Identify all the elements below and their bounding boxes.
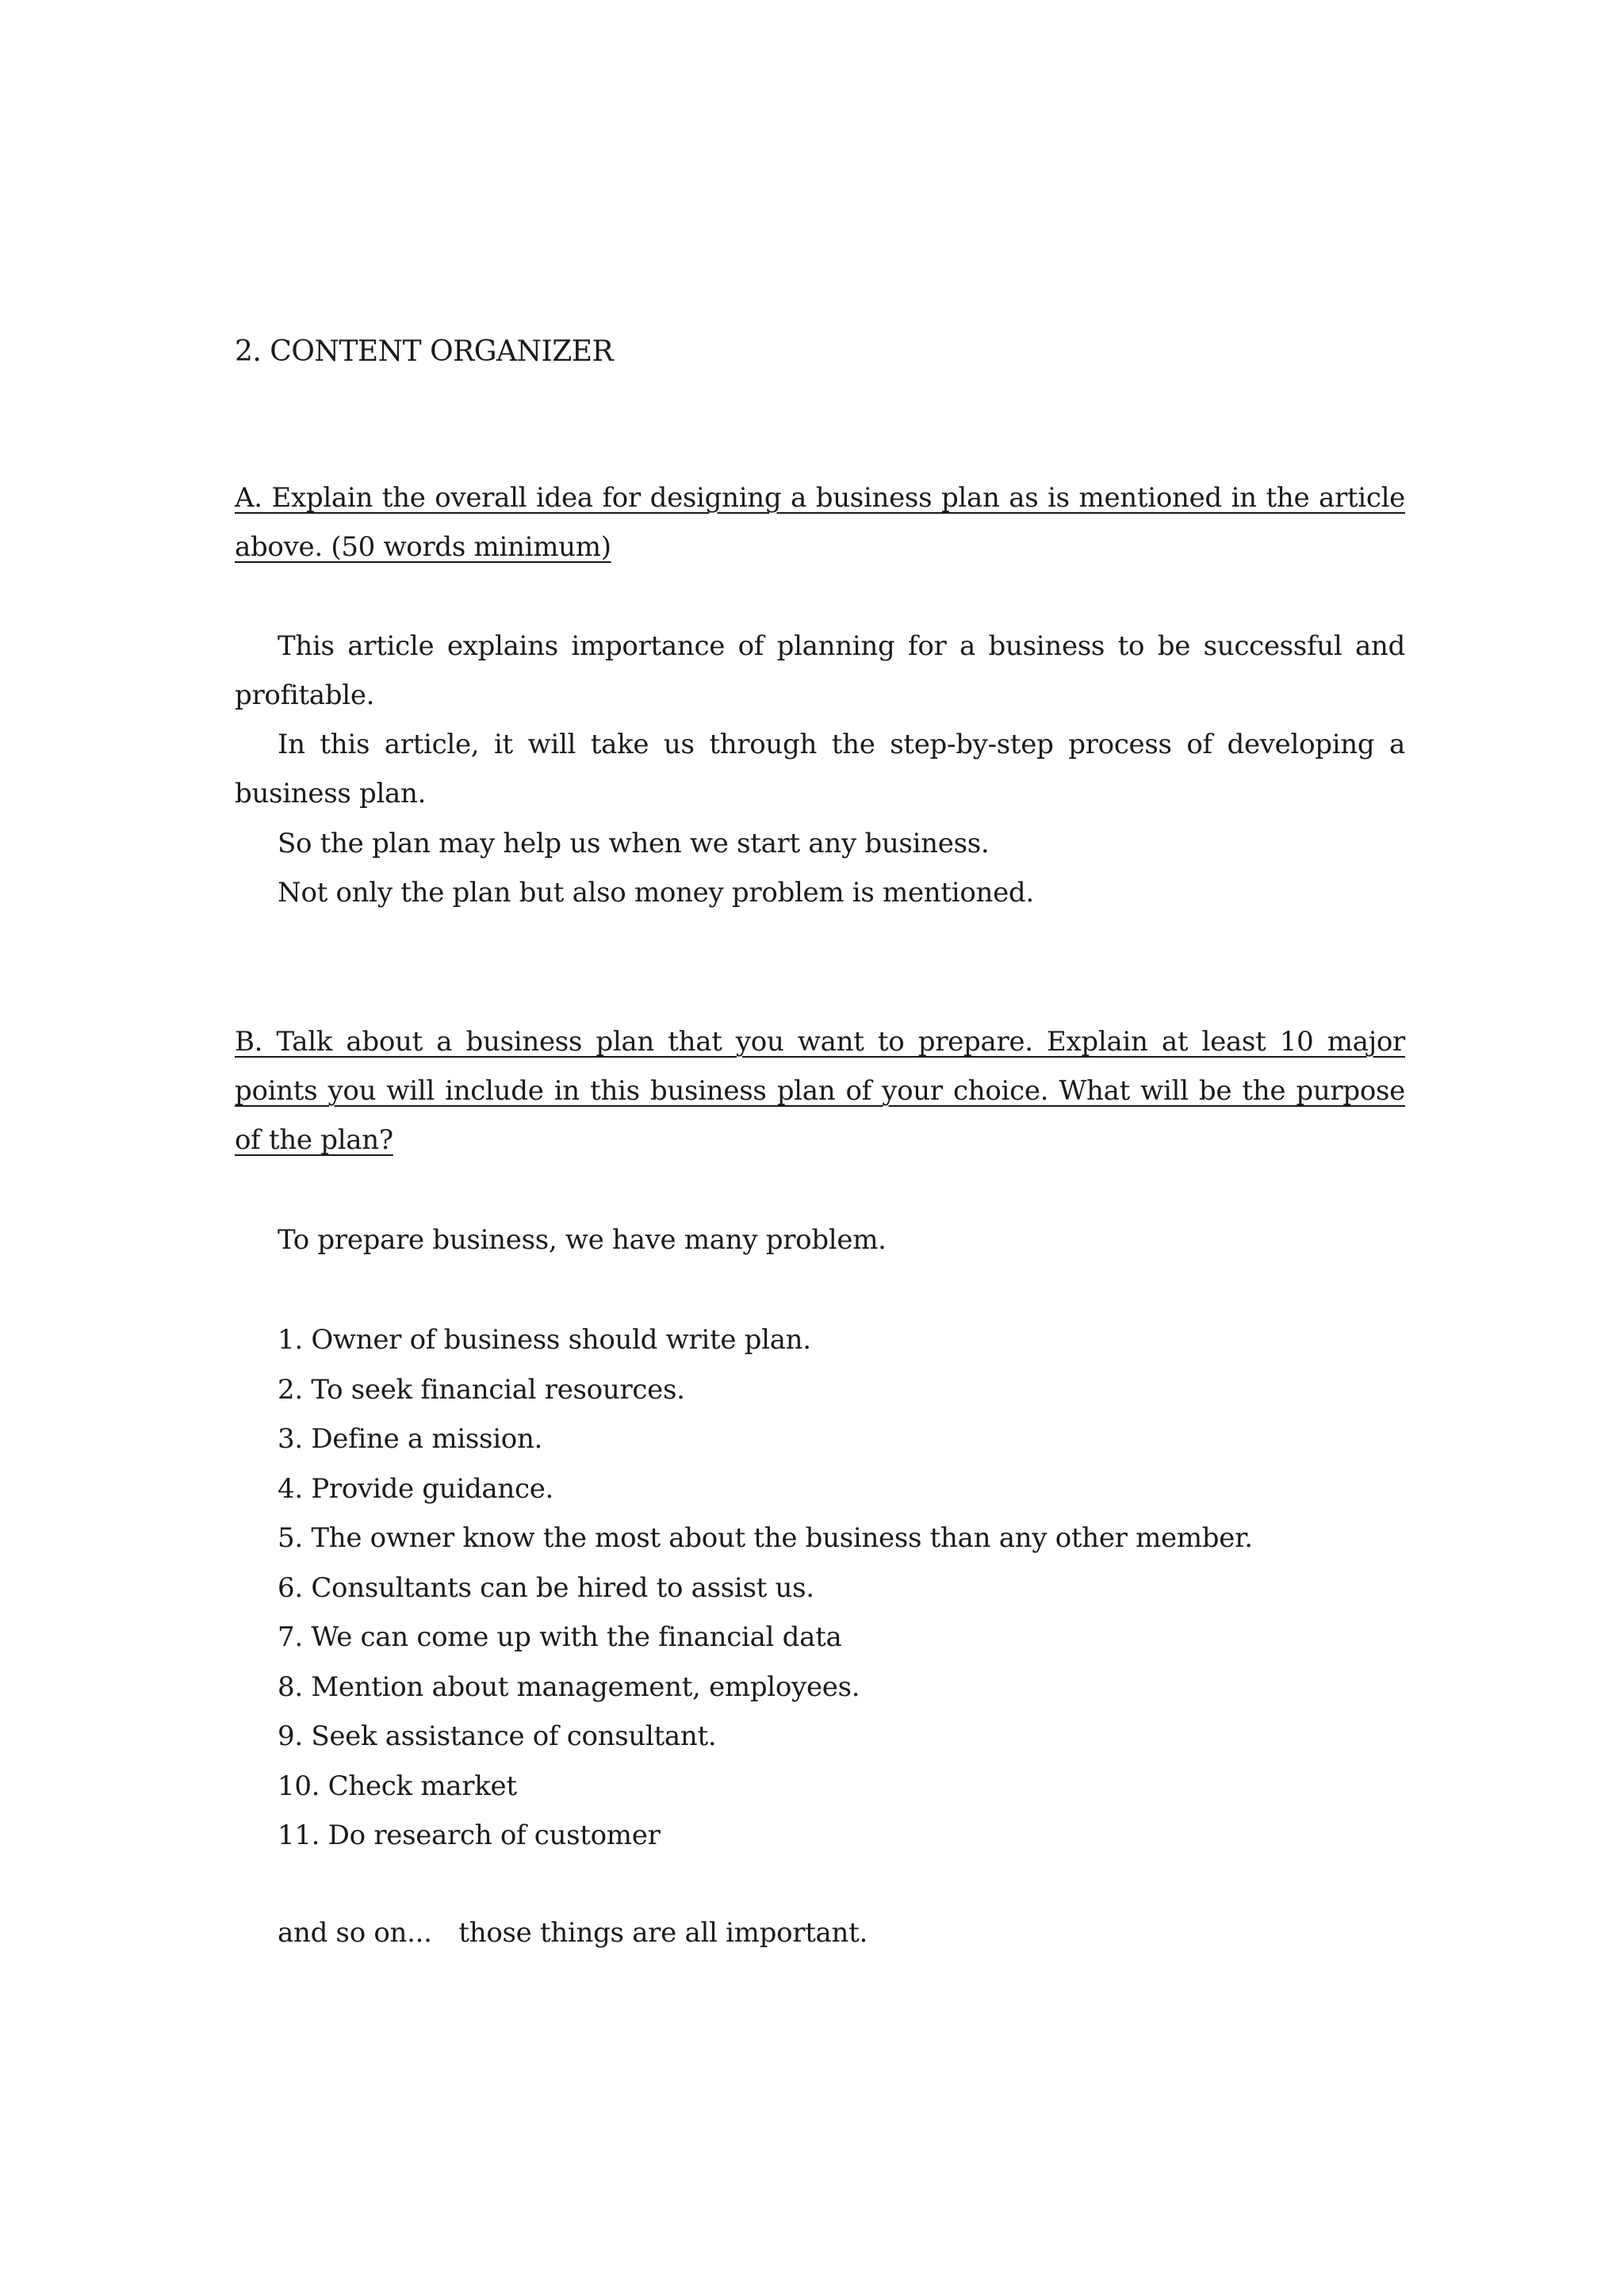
list-item: 11. Do research of customer (278, 1820, 661, 1851)
list-item: 7. We can come up with the financial data (278, 1621, 842, 1653)
question-a: A. Explain the overall idea for designing a business plan as is mentioned in the article above. (50 words minimum) (235, 482, 1405, 563)
answer-a-paragraph-1: This article explains importance of planning for a business to be successful and profitable. (235, 630, 1405, 711)
list-item: 6. Consultants can be hired to assist us. (278, 1571, 814, 1604)
list-item: 10. Check market (278, 1770, 517, 1802)
answer-a-paragraph-4: Not only the plan but also money problem is mentioned. (278, 877, 1034, 909)
list-item: 2. To seek financial resources. (278, 1373, 685, 1406)
list-item: 4. Provide guidance. (278, 1472, 554, 1505)
list-item: 1. Owner of business should write plan. (278, 1324, 811, 1356)
business-plan-points-list (278, 1315, 1253, 1861)
list-item: 3. Define a mission. (278, 1423, 543, 1455)
list-item: 9. Seek assistance of consultant. (278, 1720, 717, 1752)
answer-a-paragraph-3: So the plan may help us when we start any business. (278, 828, 990, 859)
question-b: B. Talk about a business plan that you want to prepare. Explain at least 10 major points you will include in this business plan of your choice. What will be the purpose of the plan? (235, 1026, 1405, 1156)
list-item: 8. Mention about management, employees. (278, 1670, 860, 1703)
answer-b-closing: and so on... those things are all important. (278, 1917, 868, 1949)
list-item: 5. The owner know the most about the business than any other member. (278, 1522, 1253, 1554)
document-page (235, 0, 1405, 2296)
answer-b-intro: To prepare business, we have many problem. (278, 1224, 887, 1256)
section-heading: 2. CONTENT ORGANIZER (235, 335, 614, 368)
answer-a-paragraph-2: In this article, it will take us through the step-by-step process of developing a business plan. (235, 729, 1405, 809)
